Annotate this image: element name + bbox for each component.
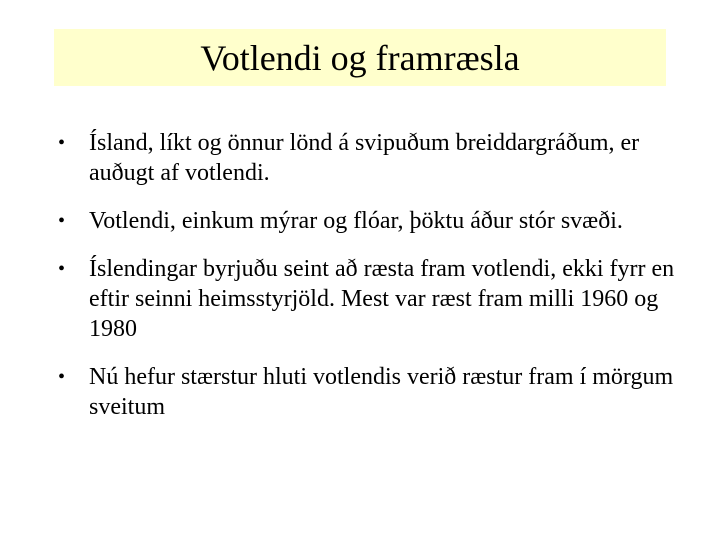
bullet-marker: • [58,132,66,154]
bullet-item [56,128,676,188]
bullet-text: Nú hefur stærstur hluti votlendis verið ræstur fram í mörgum sveitum [89,364,674,420]
bullet-marker: • [58,366,66,388]
title-box [54,29,666,86]
bullet-item [56,254,676,344]
slide-title: Votlendi og framræsla [200,37,520,78]
bullet-text: Votlendi, einkum mýrar og flóar, þöktu áður stór svæði. [89,208,623,234]
bullet-item [56,206,676,236]
bullet-list [56,128,676,440]
bullet-marker: • [58,258,66,280]
bullet-text: Íslendingar byrjuðu seint að ræsta fram votlendi, ekki fyrr en eftir seinni heimsstyrjöld. Mest var ræst fram milli 1960 og 1980 [89,256,675,342]
bullet-item [56,362,676,422]
bullet-marker: • [58,210,66,232]
bullet-text: Ísland, líkt og önnur lönd á svipuðum breiddargráðum, er auðugt af votlendi. [89,130,640,186]
